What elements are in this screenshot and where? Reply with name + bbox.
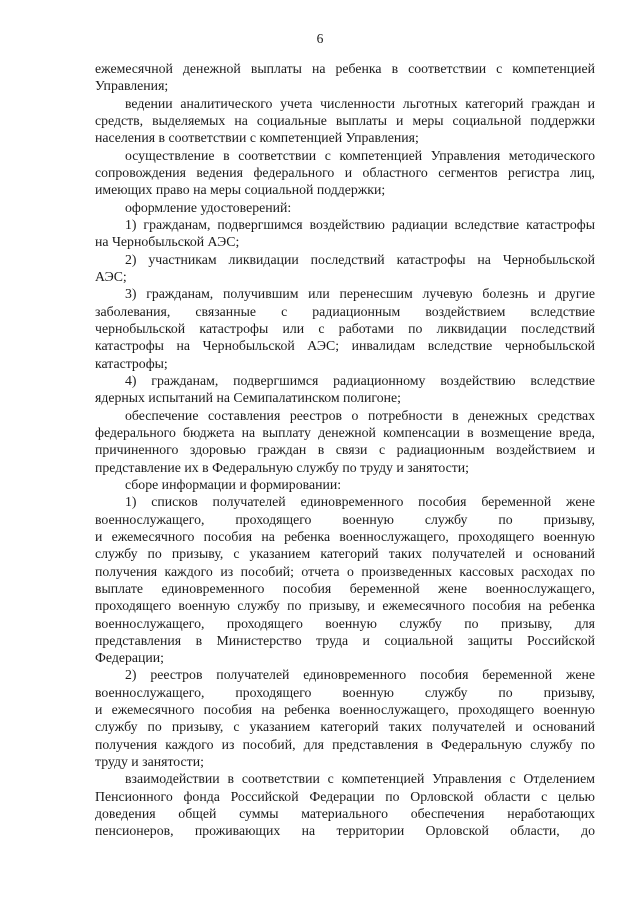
text-line: 3) гражданам, получившим или перенесшим лучевую болезнь и другие <box>125 286 595 302</box>
text-line: ведении аналитического учета численности льготных категорий граждан и <box>125 95 595 111</box>
document-body <box>95 60 595 840</box>
text-line: катастрофы на Чернобыльской АЭС; инвалидам вследствие чернобыльской <box>95 338 595 354</box>
text-line: получения каждого из пособий, для представления в Федеральную службу по <box>95 736 595 752</box>
text-line: АЭС; <box>95 268 127 284</box>
page-number: 6 <box>316 31 324 46</box>
text-line: 2) участникам ликвидации последствий катастрофы на Чернобыльской <box>125 251 595 267</box>
text-line: военнослужащего, проходящего военную службу по призыву, для <box>95 615 595 631</box>
text-line: 1) списков получателей единовременного пособия беременной жене <box>125 494 595 510</box>
text-line: военнослужащего, проходящего военную службу по призыву, <box>95 511 595 527</box>
text-line: Пенсионного фонда Российской Федерации по Орловской области с целью <box>95 788 595 804</box>
text-line: населения в соответствии с компетенцией Управления; <box>95 130 419 146</box>
text-line: обеспечение составления реестров о потребности в денежных средствах <box>125 407 595 423</box>
text-line: и ежемесячного пособия на ребенка военнослужащего, проходящего военную <box>95 528 595 544</box>
text-line: федерального бюджета на выплату денежной компенсации в возмещение вреда, <box>95 424 595 440</box>
text-line: пенсионеров, проживающих на территории Орловской области, до <box>95 823 595 839</box>
text-line: 2) реестров получателей единовременного пособия беременной жене <box>125 667 595 683</box>
text-line: ежемесячной денежной выплаты на ребенка в соответствии с компетенцией <box>95 61 595 76</box>
text-line: труду и занятости; <box>95 754 204 770</box>
text-line: выплате единовременного пособия беременной жене военнослужащего, <box>95 580 595 596</box>
text-line: доведения общей суммы материального обеспечения неработающих <box>95 806 595 822</box>
text-line: получения каждого из пособий; отчета о произведенных кассовых расходах по <box>95 563 595 579</box>
text-line: имеющих право на меры социальной поддержки; <box>95 182 386 198</box>
text-line: Федерации; <box>95 650 164 666</box>
text-line: и ежемесячного пособия на ребенка военнослужащего, проходящего военную <box>95 702 595 718</box>
text-line: на Чернобыльской АЭС; <box>95 234 240 250</box>
text-line: ядерных испытаний на Семипалатинском полигоне; <box>95 390 401 406</box>
text-line: чернобыльской катастрофы или с работами по ликвидации последствий <box>95 320 595 336</box>
text-line: осуществление в соответствии с компетенцией Управления методического <box>125 147 595 163</box>
text-line: сборе информации и формировании: <box>125 476 342 492</box>
text-line: проходящего военную службу по призыву, и ежемесячного пособия на ребенка <box>95 598 595 614</box>
text-line: службу по призыву, с указанием категорий таких получателей и оснований <box>95 546 595 562</box>
text-line: заболевания, связанные с радиационным воздействием вследствие <box>95 303 595 319</box>
text-line: сопровождения ведения федерального и областного сегментов регистра лиц, <box>95 164 595 180</box>
text-line: Управления; <box>95 78 169 94</box>
text-line: службу по призыву, с указанием категорий таких получателей и оснований <box>95 719 595 735</box>
text-line: катастрофы; <box>95 355 168 371</box>
text-line: военнослужащего, проходящего военную службу по призыву, <box>95 684 595 700</box>
text-line: 4) гражданам, подвергшимся радиационному воздействию вследствие <box>125 372 595 388</box>
text-line: причиненного здоровью граждан в связи с радиационным воздействием и <box>95 442 595 458</box>
text-line: оформление удостоверений: <box>125 199 292 215</box>
text-line: представления в Министерство труда и социальной защиты Российской <box>95 632 595 648</box>
text-line: взаимодействии в соответствии с компетенцией Управления с Отделением <box>125 771 595 787</box>
text-line: представление их в Федеральную службу по труду и занятости; <box>95 459 469 475</box>
text-line: средств, выделяемых на социальные выплаты и меры социальной поддержки <box>95 112 595 128</box>
text-line: 1) гражданам, подвергшимся воздействию радиации вследствие катастрофы <box>125 216 595 232</box>
